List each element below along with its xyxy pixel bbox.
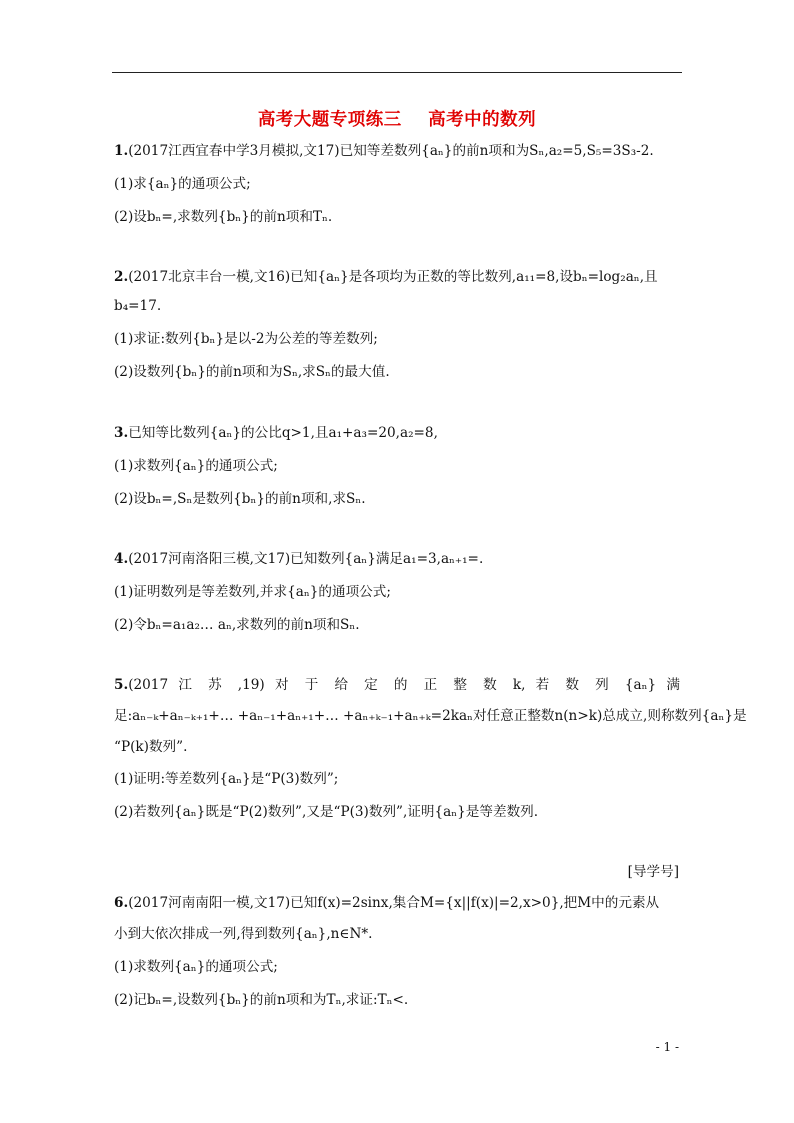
problem-5-line-5: (2)若数列{aₙ}既是“P(2)数列”,又是“P(3)数列”,证明{aₙ}是等差数列. (114, 804, 539, 820)
problem-2-line-4: (2)设数列{bₙ}的前n项和为Sₙ,求Sₙ的最大值. (114, 364, 390, 380)
problem-4-line-3: (2)令bₙ=a₁a₂… aₙ,求数列的前n项和Sₙ. (114, 617, 360, 633)
problem-3-line-3: (2)设bₙ=,Sₙ是数列{bₙ}的前n项和,求Sₙ. (114, 491, 366, 507)
problem-3-line-2: (1)求数列{aₙ}的通项公式; (114, 458, 278, 474)
problem-1-line-3: (2)设bₙ=,求数列{bₙ}的前n项和Tₙ. (114, 209, 333, 225)
problem-6-line-4: (2)记bₙ=,设数列{bₙ}的前n项和为Tₙ,求证:Tₙ<. (114, 992, 409, 1008)
problem-2-number: 2. (114, 269, 129, 285)
problem-5-line-4: (1)证明:等差数列{aₙ}是“P(3)数列”; (114, 771, 339, 787)
problem-1-line-1: 1.(2017江西宜春中学3月模拟,文17)已知等差数列{aₙ}的前n项和为Sₙ,a₂=5,S₅=3S₃-2. (114, 143, 654, 159)
page-title: 高考大题专项练三 高考中的数列 (257, 110, 537, 130)
problem-5-line-2: 足:aₙ₋ₖ+aₙ₋ₖ₊₁+… +aₙ₋₁+aₙ₊₁+… +aₙ₊ₖ₋₁+aₙ₊ₖ=2kaₙ对任意正整数n(n>k)总成立,则称数列{aₙ}是 (114, 708, 747, 724)
problem-1-line-2: (1)求{aₙ}的通项公式; (114, 176, 251, 192)
problem-2-line-1: 2.(2017北京丰台一模,文16)已知{aₙ}是各项均为正数的等比数列,a₁₁=8,设bₙ=log₂aₙ,且 (114, 269, 658, 285)
problem-2-line-3: (1)求证:数列{bₙ}是以-2为公差的等差数列; (114, 331, 378, 347)
guide-number-tag: [导学号] (627, 864, 679, 880)
header-rule (112, 72, 682, 73)
page-number: - 1 - (655, 1040, 679, 1054)
problem-4-line-1: 4.(2017河南洛阳三模,文17)已知数列{aₙ}满足a₁=3,aₙ₊₁=. (114, 551, 484, 567)
problem-3-line-1: 3.已知等比数列{aₙ}的公比q>1,且a₁+a₃=20,a₂=8, (114, 425, 438, 441)
problem-5-number: 5. (114, 677, 129, 693)
problem-4-line-2: (1)证明数列是等差数列,并求{aₙ}的通项公式; (114, 584, 391, 600)
problem-5-line-3: “P(k)数列”. (114, 739, 188, 755)
problem-5-line-1: 5.(2017 江 苏 ,19) 对 于 给 定 的 正 整 数 k, 若 数 列 {aₙ} 满 (114, 677, 680, 693)
problem-6-line-3: (1)求数列{aₙ}的通项公式; (114, 959, 278, 975)
problem-6-line-2: 小到大依次排成一列,得到数列{aₙ},n∈N*. (114, 926, 373, 942)
problem-3-number: 3. (114, 425, 129, 441)
problem-6-line-1: 6.(2017河南南阳一模,文17)已知f(x)=2sinx,集合M={x||f(x)|=2,x>0},把M中的元素从 (114, 895, 660, 911)
problem-4-number: 4. (114, 551, 129, 567)
problem-2-line-2: b₄=17. (114, 298, 162, 314)
problem-6-number: 6. (114, 895, 129, 911)
problem-1-number: 1. (114, 143, 129, 159)
